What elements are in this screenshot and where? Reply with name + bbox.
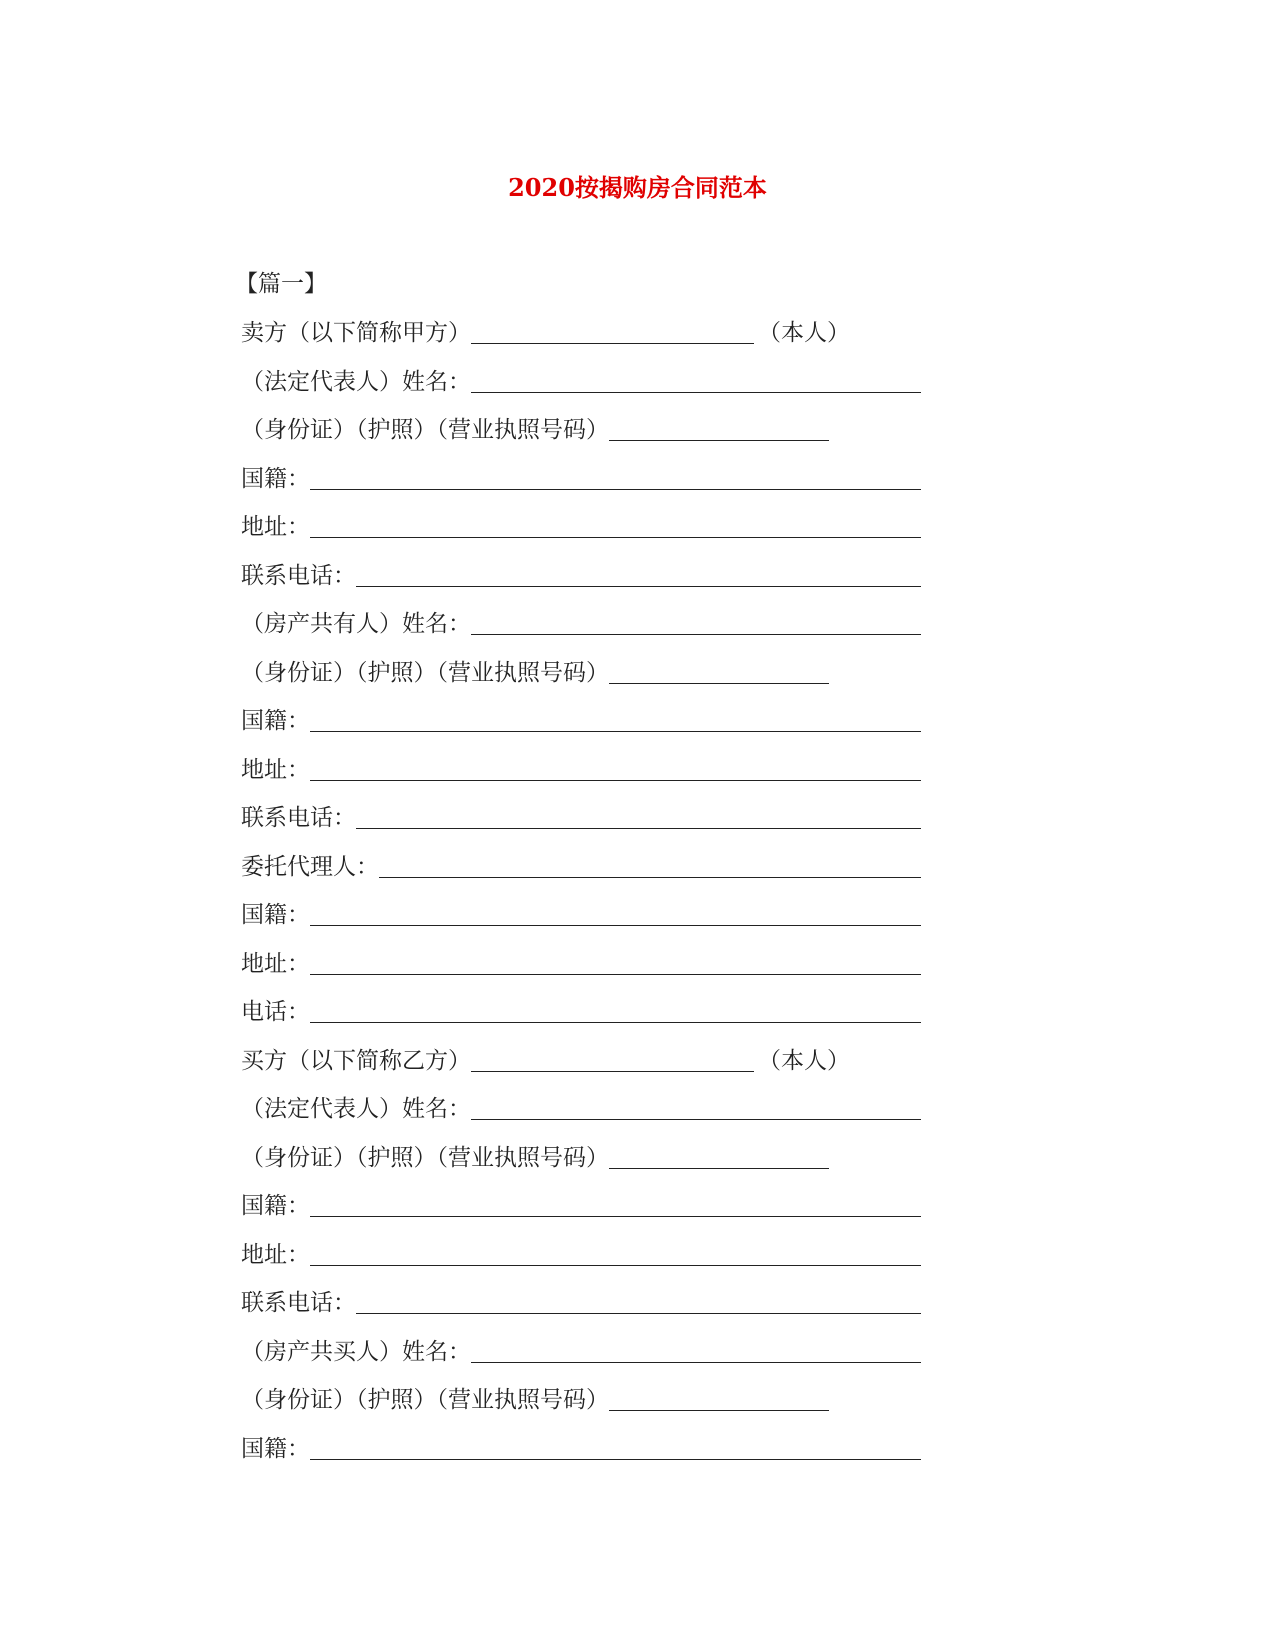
fill-in-blank — [609, 1146, 829, 1169]
form-line — [241, 853, 921, 902]
fill-in-blank — [471, 370, 921, 393]
fill-in-blank — [310, 1194, 921, 1217]
form-line — [241, 804, 921, 853]
field-label: 地址： — [241, 950, 310, 977]
fill-in-blank — [609, 418, 829, 441]
fill-in-blank — [356, 806, 921, 829]
fill-in-blank — [310, 1000, 921, 1023]
fill-in-blank — [471, 321, 754, 344]
fill-in-blank — [609, 1388, 829, 1411]
fill-in-blank — [310, 952, 921, 975]
field-label: 地址： — [241, 514, 310, 540]
form-line — [241, 416, 921, 465]
form-line — [241, 1338, 921, 1387]
fill-in-blank — [310, 709, 921, 732]
form-line — [241, 1095, 921, 1144]
form-line — [241, 562, 921, 611]
fill-in-blank — [310, 467, 921, 490]
form-line — [241, 1241, 921, 1290]
field-label: 买方（以下简称乙方） — [241, 1047, 471, 1074]
form-line — [241, 513, 921, 562]
form-line — [241, 1192, 921, 1241]
field-label: （身份证）（护照）（营业执照号码） — [241, 659, 609, 686]
field-label: 国籍： — [241, 465, 310, 492]
field-label: （身份证）（护照）（营业执照号码） — [241, 417, 609, 443]
form-line — [241, 368, 921, 417]
field-label: （房产共买人）姓名： — [241, 1338, 471, 1365]
form-line — [241, 1047, 921, 1096]
field-suffix: （本人） — [758, 1047, 850, 1074]
form-line — [241, 756, 921, 805]
form-line — [241, 319, 921, 368]
fill-in-blank — [471, 1097, 921, 1120]
field-label: （房产共有人）姓名： — [241, 611, 471, 637]
form-lines — [241, 319, 921, 1483]
field-label: （法定代表人）姓名： — [241, 1096, 471, 1122]
fill-in-blank — [356, 564, 921, 587]
section-heading: 【篇一】 — [235, 271, 327, 297]
form-line — [241, 1435, 921, 1484]
form-line — [241, 1289, 921, 1338]
field-suffix: （本人） — [758, 320, 850, 346]
fill-in-blank — [471, 612, 921, 635]
fill-in-blank — [310, 903, 921, 926]
fill-in-blank — [471, 1049, 754, 1072]
fill-in-blank — [356, 1291, 921, 1314]
form-line — [241, 465, 921, 514]
document-title: 2020按揭购房合同范本 — [508, 173, 767, 202]
field-label: 联系电话： — [241, 562, 356, 589]
fill-in-blank — [379, 855, 921, 878]
field-label: 国籍： — [241, 708, 310, 734]
form-line — [241, 1386, 921, 1435]
field-label: （法定代表人）姓名： — [241, 368, 471, 395]
form-line — [241, 998, 921, 1047]
fill-in-blank — [471, 1340, 921, 1363]
field-label: 地址： — [241, 756, 310, 783]
field-label: 联系电话： — [241, 1290, 356, 1316]
form-line — [241, 707, 921, 756]
field-label: 联系电话： — [241, 805, 356, 831]
field-label: 卖方（以下简称甲方） — [241, 320, 471, 346]
field-label: 国籍： — [241, 902, 310, 928]
field-label: 地址： — [241, 1241, 310, 1268]
field-label: 电话： — [241, 999, 310, 1025]
form-line — [241, 1144, 921, 1193]
field-label: 委托代理人： — [241, 853, 379, 880]
field-label: （身份证）（护照）（营业执照号码） — [241, 1387, 609, 1413]
fill-in-blank — [310, 758, 921, 781]
fill-in-blank — [310, 1437, 921, 1460]
field-label: （身份证）（护照）（营业执照号码） — [241, 1144, 609, 1171]
field-label: 国籍： — [241, 1435, 310, 1462]
form-line — [241, 901, 921, 950]
form-line — [241, 659, 921, 708]
form-line — [241, 610, 921, 659]
fill-in-blank — [310, 515, 921, 538]
fill-in-blank — [310, 1243, 921, 1266]
form-line — [241, 950, 921, 999]
fill-in-blank — [609, 661, 829, 684]
field-label: 国籍： — [241, 1193, 310, 1219]
